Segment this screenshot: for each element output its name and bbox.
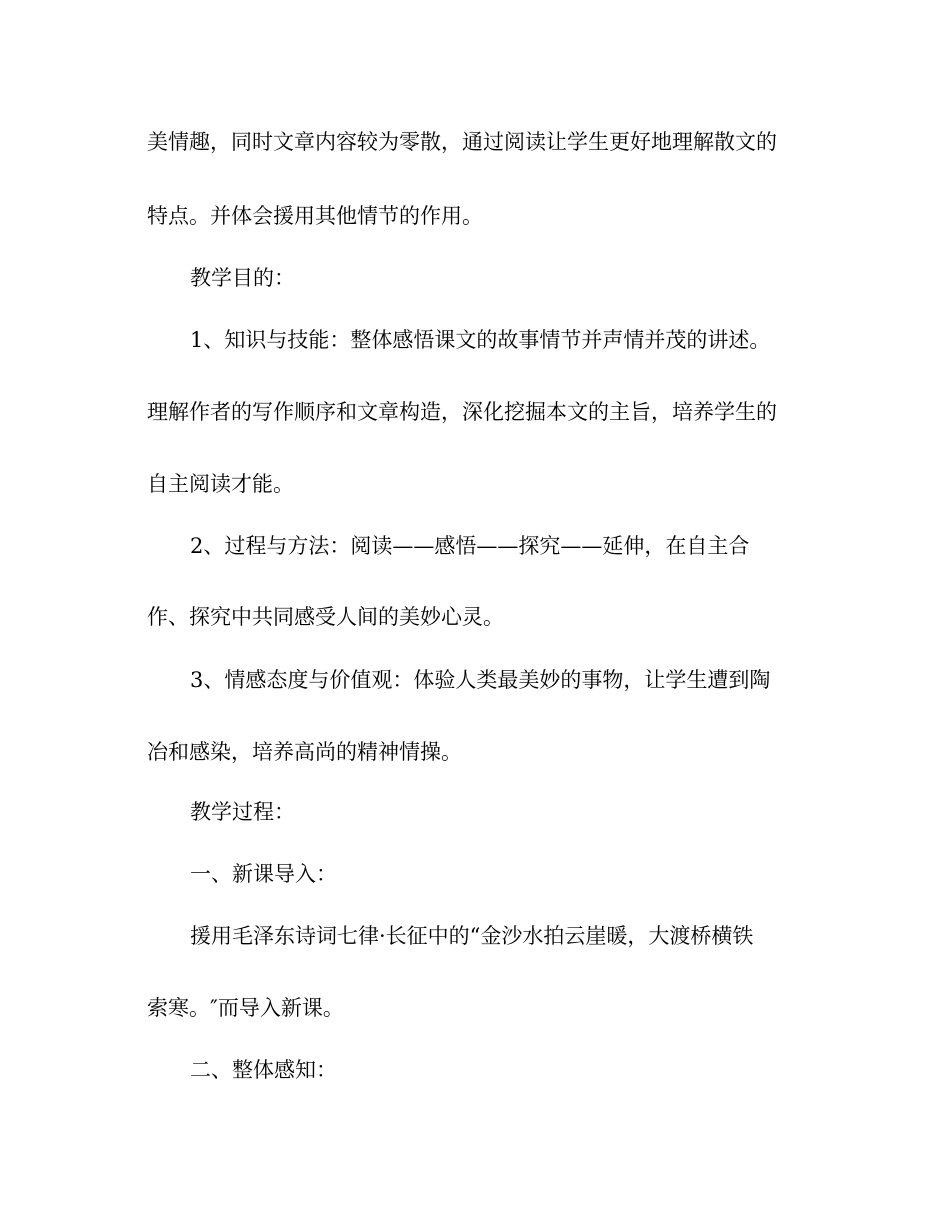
section-heading: 教学目的： [190, 266, 295, 290]
paragraph-line: 美情趣，同时文章内容较为零散，通过阅读让学生更好地理解散文的 [147, 130, 777, 154]
paragraph-line: 冶和感染，培养高尚的精神情操。 [147, 740, 462, 764]
list-item: 3、情感态度与价值观：体验人类最美妙的事物，让学生遭到陶 [190, 668, 771, 692]
section-heading: 教学过程： [190, 800, 295, 824]
paragraph-line: 特点。并体会援用其他情节的作用。 [147, 204, 483, 228]
paragraph-line: 作、探究中共同感受人间的美妙心灵。 [147, 605, 504, 629]
list-item: 2、过程与方法：阅读——感悟——探究——延伸，在自主合 [190, 534, 750, 558]
section-heading: 二、整体感知： [190, 1058, 337, 1082]
paragraph-line: 援用毛泽东诗词七律·长征中的“金沙水拍云崖暖，大渡桥横铁 [190, 924, 754, 948]
paragraph-line: 索寒。″而导入新课。 [147, 996, 344, 1020]
paragraph-line: 理解作者的写作顺序和文章构造，深化挖掘本文的主旨，培养学生的 [147, 400, 777, 424]
section-heading: 一、新课导入： [190, 862, 337, 886]
paragraph-line: 自主阅读才能。 [147, 472, 294, 496]
list-item: 1、知识与技能：整体感悟课文的故事情节并声情并茂的讲述。 [190, 328, 771, 352]
